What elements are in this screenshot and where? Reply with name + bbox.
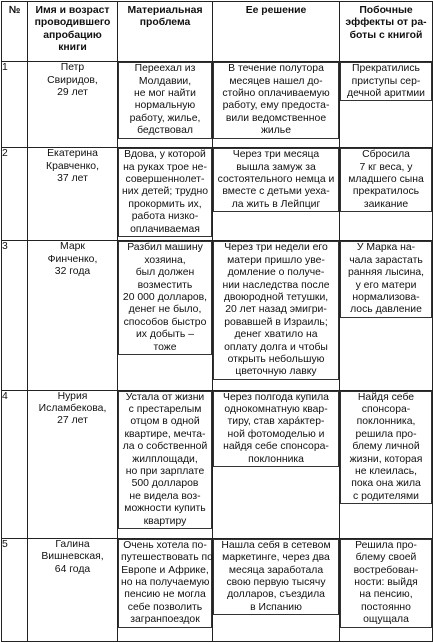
text-line: поклонника,	[356, 416, 416, 428]
effects-cell	[340, 148, 433, 241]
text-line: месяца заработала	[228, 564, 324, 576]
problem-box	[118, 148, 212, 237]
text-line: востребован-	[353, 564, 419, 576]
text-line: ранняя лысина,	[347, 267, 425, 279]
text-line: в Испанию	[250, 601, 302, 613]
text-line: ла о собственной	[122, 441, 208, 453]
text-line: Вишневская,	[41, 551, 104, 563]
text-line: спонсора-	[361, 403, 411, 415]
text-line: жилплощади,	[132, 453, 198, 465]
text-line: Нурия	[57, 390, 88, 402]
text-line: 37 лет	[57, 173, 88, 185]
text-line: Решила про-	[355, 539, 417, 551]
solution-box	[213, 539, 339, 615]
text-line: постоянно	[361, 601, 411, 613]
text-line: Петр	[60, 62, 85, 74]
text-line: двоюродной тетушки,	[223, 291, 329, 303]
header-row	[2, 2, 433, 62]
text-line: Исламбекова,	[38, 402, 107, 414]
text-line: вили ведомственное	[225, 112, 327, 124]
text-line: боты с книгой	[349, 29, 423, 41]
text-line: блему своей	[355, 552, 417, 564]
text-line: ла жить в Лейпциг	[231, 198, 321, 210]
text-line: нормализова-	[352, 291, 420, 303]
participant-name	[28, 390, 118, 538]
row-number: 3	[2, 241, 28, 390]
text-line: вместе с детьми уеха-	[222, 186, 330, 198]
text-line: их добыть –	[136, 329, 194, 341]
text-line: младшего сына	[348, 174, 424, 186]
text-line: 27 лет	[57, 415, 88, 427]
text-line: Материальная	[127, 5, 203, 16]
problem-cell	[118, 148, 213, 241]
text-line: не клеилась,	[354, 466, 418, 478]
effects-cell	[340, 62, 433, 148]
row-number: 5	[2, 538, 28, 641]
table-row	[2, 148, 433, 241]
text-line: работа низко-	[131, 211, 199, 223]
text-line: бедствовал	[137, 125, 193, 137]
text-line: нормальную	[134, 100, 196, 112]
text-line: Побочные	[359, 5, 413, 16]
text-line: с родителями	[353, 490, 419, 502]
participant-name	[28, 148, 118, 241]
row-number: 1	[2, 62, 28, 148]
text-line: с престарелым	[128, 403, 202, 415]
text-line: 20 000 долларов,	[122, 291, 208, 303]
solution-box	[213, 62, 339, 138]
text-line: на руках трое не-	[123, 161, 207, 173]
text-line: лось давление	[350, 304, 422, 316]
solution-cell	[213, 538, 340, 641]
text-line: не мог найти	[134, 87, 196, 99]
text-line: 32 года	[54, 266, 91, 278]
text-line: маркетинге, через два	[222, 552, 330, 564]
text-line: Молдавии,	[138, 75, 192, 87]
text-line: долларов, съездила	[227, 589, 325, 601]
text-line: пенсию не могла	[124, 589, 206, 601]
header-effects	[340, 2, 433, 62]
text-line: на пенсию,	[359, 589, 413, 601]
text-line: жизни, которая	[349, 453, 423, 465]
effects-box	[340, 241, 432, 317]
text-line: работу, жилье,	[129, 112, 201, 124]
text-line: Свиридов,	[47, 74, 98, 86]
text-line: квартире, мечта-	[124, 428, 206, 440]
problem-cell	[118, 241, 213, 390]
text-line: проводившего	[34, 17, 111, 29]
text-line: состоятельного немца и	[217, 174, 335, 186]
table-row	[2, 241, 433, 390]
text-line: но при зарплате	[125, 466, 205, 478]
text-line: Вдова, у которой	[124, 149, 206, 161]
text-line: нии наследства после	[222, 279, 330, 291]
problem-box	[118, 241, 212, 355]
text-line: можности купить	[124, 503, 206, 515]
table-row	[2, 62, 433, 148]
table-row	[2, 538, 433, 641]
text-line: жилье	[260, 125, 291, 137]
text-line: Разбил машину	[127, 242, 203, 254]
text-line: денег не было,	[128, 304, 202, 316]
text-line: однокомнатную квар-	[224, 403, 328, 415]
solution-cell	[213, 241, 340, 390]
text-line: работу, ему предоста-	[222, 100, 330, 112]
text-line: ощущала	[363, 614, 409, 626]
text-line: блему личной	[352, 441, 420, 453]
text-line: хозяина,	[144, 254, 186, 266]
row-number: 2	[2, 148, 28, 241]
text-line: У Марка на-	[356, 242, 416, 254]
text-line: поклонника	[248, 453, 304, 465]
text-line: но на получаемую	[121, 577, 210, 589]
text-line: Марк	[60, 241, 85, 253]
text-line: тиру, став хара́ктер-	[227, 416, 325, 428]
text-line: Сбросила	[362, 149, 410, 161]
problem-cell	[118, 390, 213, 538]
text-line: чала зарастать	[349, 254, 423, 266]
text-line: Через три месяца	[232, 149, 320, 161]
text-line: эффекты от ра-	[345, 17, 427, 29]
header-name	[28, 2, 118, 62]
text-line: Екатерина	[47, 148, 98, 160]
solution-box	[213, 241, 339, 379]
text-line: дечной аритмии	[347, 87, 425, 99]
text-line: ности: выйдя	[354, 577, 418, 589]
solution-box	[213, 391, 339, 467]
participant-name	[28, 538, 118, 641]
text-line: Нашла себя в сетевом	[221, 539, 331, 551]
text-line: матери пришло уве-	[227, 254, 325, 266]
text-line: денег хватило на	[234, 329, 318, 341]
text-line: домление о получе-	[227, 267, 325, 279]
row-number: 4	[2, 390, 28, 538]
text-line: книги	[58, 42, 87, 54]
text-line: решила про-	[355, 428, 417, 440]
text-line: Через три недели его	[224, 242, 328, 254]
effects-box	[340, 148, 432, 212]
text-line: Через полгода купила	[223, 391, 329, 403]
text-line: найдя себе спонсора-	[223, 441, 329, 453]
solution-cell	[213, 148, 340, 241]
text-line: прокормить их,	[128, 198, 202, 210]
text-line: 7 кг веса, у	[359, 161, 413, 173]
text-line: апробацию	[43, 29, 102, 41]
effects-box	[340, 391, 432, 505]
header-solution: Ее решение	[213, 2, 340, 62]
text-line: заикание	[363, 198, 409, 210]
text-line: Имя и возраст	[35, 5, 110, 16]
text-line: приступы сер-	[351, 75, 421, 87]
effects-cell	[340, 538, 433, 641]
solution-cell	[213, 390, 340, 538]
participant-name	[28, 241, 118, 390]
text-line: способов быстро	[123, 316, 207, 328]
solution-box	[213, 148, 339, 212]
text-line: Галина	[55, 538, 90, 550]
text-line: себе позволить	[127, 601, 203, 613]
text-line: проблема	[139, 17, 191, 29]
text-line: Очень хотела по-	[123, 539, 207, 551]
problem-box	[118, 62, 212, 138]
participant-name	[28, 62, 118, 148]
effects-cell	[340, 241, 433, 390]
text-line: пока она жила	[351, 478, 421, 490]
problem-box	[118, 391, 212, 529]
text-line: 29 лет	[57, 86, 88, 98]
text-line: путешествовать по	[121, 552, 213, 564]
text-line: прекратилось	[352, 186, 420, 198]
text-line: был должен	[135, 267, 195, 279]
table-row	[2, 390, 433, 538]
text-line: Прекратились	[352, 63, 420, 75]
text-line: вышла замуж за	[236, 161, 316, 173]
text-line: тоже	[153, 341, 177, 353]
text-line: стойно оплачиваемую	[222, 87, 330, 99]
results-table	[1, 1, 433, 642]
text-line: Найдя себе	[357, 391, 415, 403]
text-line: свою первую тысячу	[226, 577, 326, 589]
text-line: Финченко,	[47, 253, 98, 265]
text-line: открыть небольшую	[227, 354, 325, 366]
text-line: не видела воз-	[129, 490, 201, 502]
text-line: квартиру	[143, 515, 187, 527]
header-num: №	[2, 2, 28, 62]
text-line: 500 долларов	[131, 478, 199, 490]
text-line: них детей; трудно	[122, 186, 208, 198]
text-line: 64 года	[54, 563, 91, 575]
text-line: 20 лет назад эмигри-	[225, 304, 327, 316]
text-line: В течение полутора	[228, 63, 324, 75]
text-line: ровавшей в Израиль;	[224, 316, 328, 328]
effects-box	[340, 539, 432, 628]
text-line: оплату долга и чтобы	[224, 341, 328, 353]
problem-cell	[118, 538, 213, 641]
text-line: Устала от жизни	[125, 391, 205, 403]
text-line: у его матери	[355, 279, 417, 291]
text-line: совершеннолет-	[125, 174, 205, 186]
effects-box	[340, 62, 432, 101]
problem-box	[118, 539, 212, 628]
effects-cell	[340, 390, 433, 538]
text-line: Кравченко,	[46, 160, 99, 172]
text-line: месяцев нашел до-	[229, 75, 323, 87]
text-line: цветочную лавку	[235, 366, 317, 378]
text-line: Переехал из	[134, 63, 196, 75]
text-line: возместить	[137, 279, 193, 291]
text-line: ной фотомоделью и	[227, 428, 325, 440]
problem-cell	[118, 62, 213, 148]
header-problem	[118, 2, 213, 62]
text-line: загранпоездок	[130, 614, 200, 626]
text-line: отцом в одной	[130, 416, 200, 428]
solution-cell	[213, 62, 340, 148]
text-line: Европе и Африке,	[121, 564, 209, 576]
text-line: оплачиваемая	[130, 223, 200, 235]
